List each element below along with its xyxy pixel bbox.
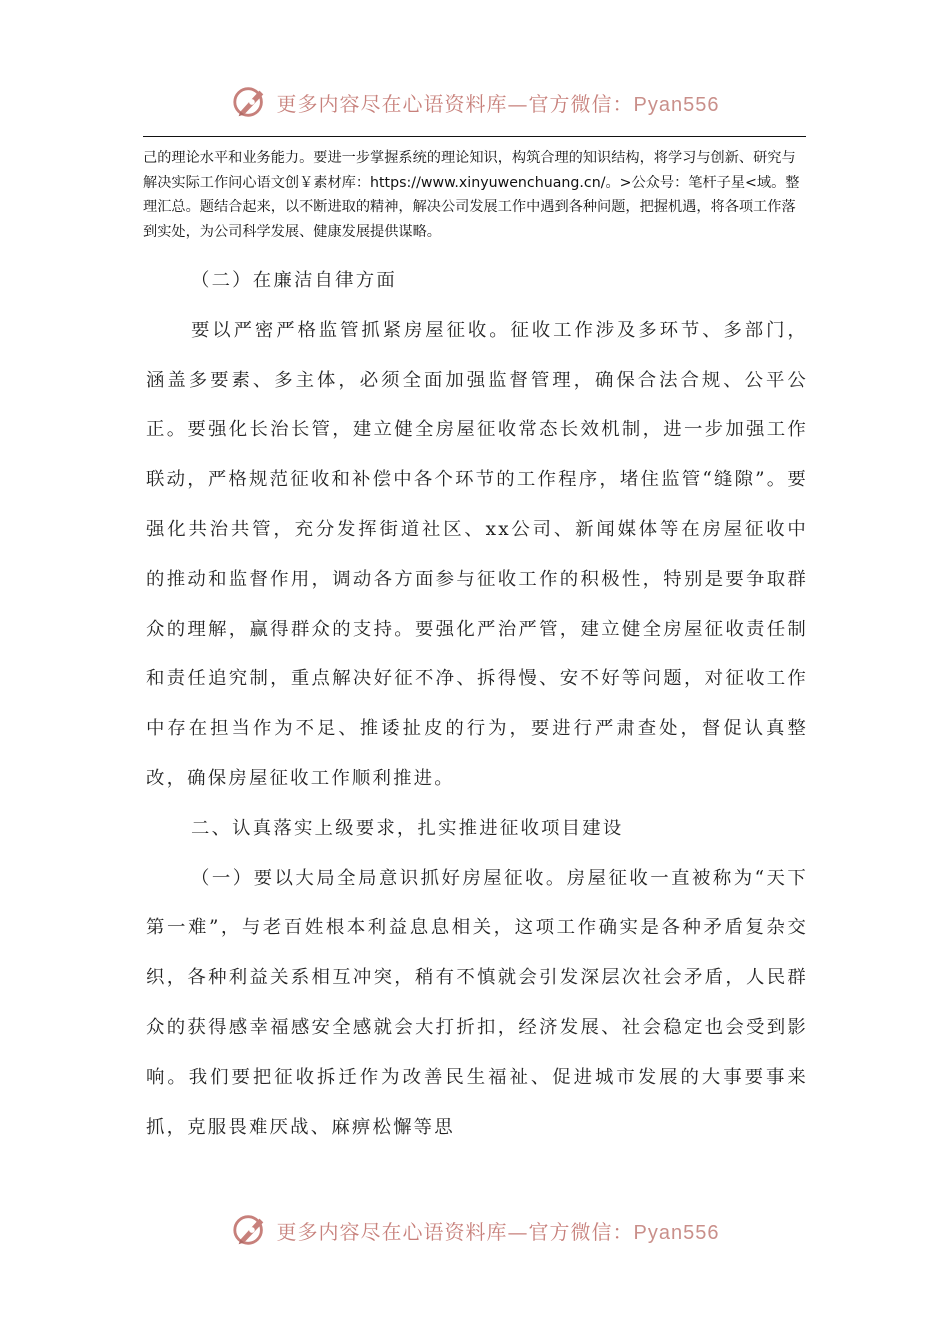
pen-logo-icon [231, 1211, 269, 1249]
header-divider [143, 136, 806, 137]
watermark-wechat-id: Pyan556 [633, 93, 720, 116]
body-paragraph: （一）要以大局全局意识抓好房屋征收。房屋征收一直被称为“天下第一难”，与老百姓根本利益息息相关，这项工作确实是各种矛盾复杂交织，各种利益关系相互冲突，稍有不慎就会引发深层次社会矛盾，人民群众的获得感幸福感安全感就会大打折扣，经济发展、社会稳定也会受到影响。我们要把征收拆迁作为改善民生福祉、促进城市发展的大事要事来抓，克服畏难厌战、麻痹松懈等思 [146, 867, 808, 1138]
watermark-text [277, 88, 720, 117]
watermark-text [277, 1216, 720, 1245]
intro-paragraph: 己的理论水平和业务能力。要进一步掌握系统的理论知识，构筑合理的知识结构，将学习与创新、研究与解决实际工作问心语文创￥素材库：https://www.xinyuwenchuang.cn/。>公众号：笔杆子星<域。整理汇总。题结合起来，以不断进取的精神，解决公司发展工作中遇到各种问题，把握机遇，将各项工作落到实处，为公司科学发展、健康发展提供谋略。 [143, 150, 800, 240]
pen-logo-icon [231, 83, 269, 121]
section-subheading: （二）在廉洁自律方面 [191, 270, 397, 291]
watermark-header [0, 80, 950, 124]
watermark-footer [0, 1208, 950, 1252]
body-paragraph: 要以严密严格监管抓紧房屋征收。征收工作涉及多环节、多部门，涵盖多要素、多主体，必须全面加强监督管理，确保合法合规、公平公正。要强化长治长管，建立健全房屋征收常态长效机制，进一步加强工作联动，严格规范征收和补偿中各个环节的工作程序，堵住监管“缝隙”。要强化共治共管，充分发挥街道社区、xx公司、新闻媒体等在房屋征收中的推动和监督作用，调动各方面参与征收工作的积极性，特别是要争取群众的理解，赢得群众的支持。要强化严治严管，建立健全房屋征收责任制和责任追究制，重点解决好征不净、拆得慢、安不好等问题，对征收工作中存在担当作为不足、推诿扯皮的行为，要进行严肃查处，督促认真整改，确保房屋征收工作顺利推进。 [146, 319, 808, 789]
section-heading: 二、认真落实上级要求，扎实推进征收项目建设 [191, 817, 624, 839]
watermark-label: 更多内容尽在心语资料库—官方微信： [276, 1219, 634, 1244]
watermark-wechat-id: Pyan556 [633, 1221, 720, 1244]
document-body [146, 256, 808, 1152]
watermark-label: 更多内容尽在心语资料库—官方微信： [276, 91, 634, 116]
